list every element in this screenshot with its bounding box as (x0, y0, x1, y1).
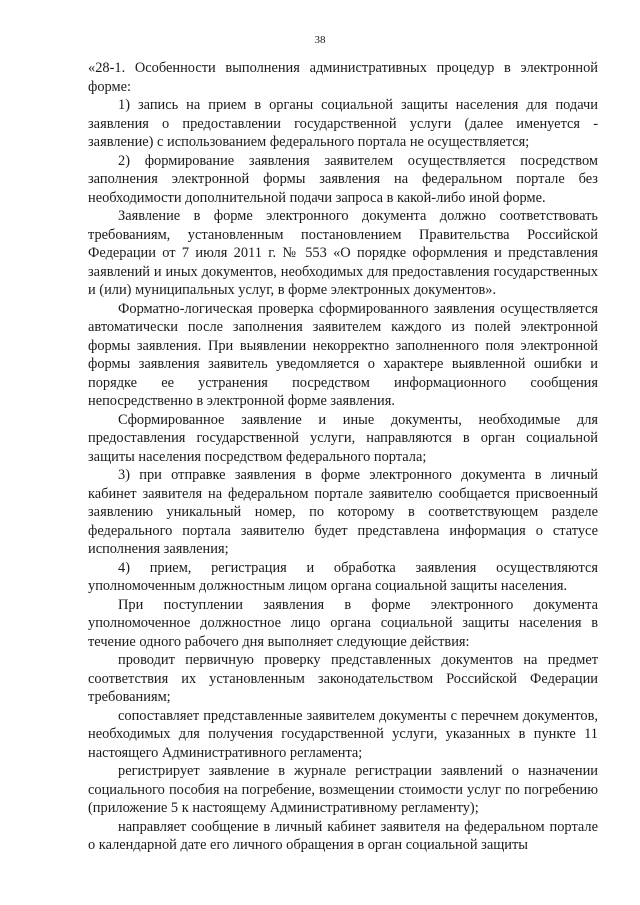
document-body (88, 59, 598, 855)
paragraph: При поступлении заявления в форме электронного документа уполномоченное должностное лицо органа социальной защиты населения в течение одного рабочего дня выполняет следующие действия: (88, 596, 598, 650)
paragraph: регистрирует заявление в журнале регистрации заявлений о назначении социального пособия на погребение, возмещении стоимости услуг по погребению (приложение 5 к настоящему Административному регламенту); (88, 763, 598, 816)
paragraph: 3) при отправке заявления в форме электронного документа в личный кабинет заявителя на федеральном портале заявителю сообщается присвоенный заявлению уникальный номер, по которому в соответствующем разделе федерального портала заявителю будет представлена информация о статусе исполнения заявления; (88, 467, 598, 557)
paragraph: Заявление в форме электронного документа должно соответствовать требованиям, установленным постановлением Правительства Российской Федерации от 7 июля 2011 г. № 553 «О порядке оформления и представления заявлений и иных документов, необходимых для предоставления государственных и (или) муниципальных услуг, в форме электронных документов». (88, 208, 598, 298)
paragraph: 2) формирование заявления заявителем осуществляется посредством заполнения электронной формы заявления на федеральном портале без необходимости дополнительной подачи запроса в какой-либо иной форме. (88, 152, 598, 206)
section-heading-paragraph: «28-1. Особенности выполнения административных процедур в электронной форме: (88, 60, 598, 95)
paragraph: 1) запись на прием в органы социальной защиты населения для подачи заявления о предоставлении государственной услуги (далее именуется - заявление) с использованием федерального портала не осуществляется; (88, 97, 598, 150)
paragraph: Форматно-логическая проверка сформированного заявления осуществляется автоматически после заполнения заявителем каждого из полей электронной формы заявления. При выявлении некорректно заполненного поля электронной формы заявления заявитель уведомляется о характере выявленной ошибки и порядке ее устранения посредством информационного сообщения непосредственно в электронной форме заявления. (88, 300, 598, 409)
paragraph: Сформированное заявление и иные документы, необходимые для предоставления государственной услуги, направляются в орган социальной защиты населения посредством федерального портала; (88, 411, 598, 465)
paragraph: направляет сообщение в личный кабинет заявителя на федеральном портале о календарной дате его личного обращения в орган социальной защиты (88, 818, 598, 853)
paragraph: проводит первичную проверку представленных документов на предмет соответствия их установленным законодательством Российской Федерации требованиям; (88, 652, 598, 705)
paragraph: 4) прием, регистрация и обработка заявления осуществляются уполномоченным должностным лицом органа социальной защиты населения. (88, 559, 598, 594)
paragraph: сопоставляет представленные заявителем документы с перечнем документов, необходимых для получения государственной услуги, указанных в пункте 11 настоящего Административного регламента; (88, 707, 598, 761)
page-number: 38 (314, 34, 326, 46)
